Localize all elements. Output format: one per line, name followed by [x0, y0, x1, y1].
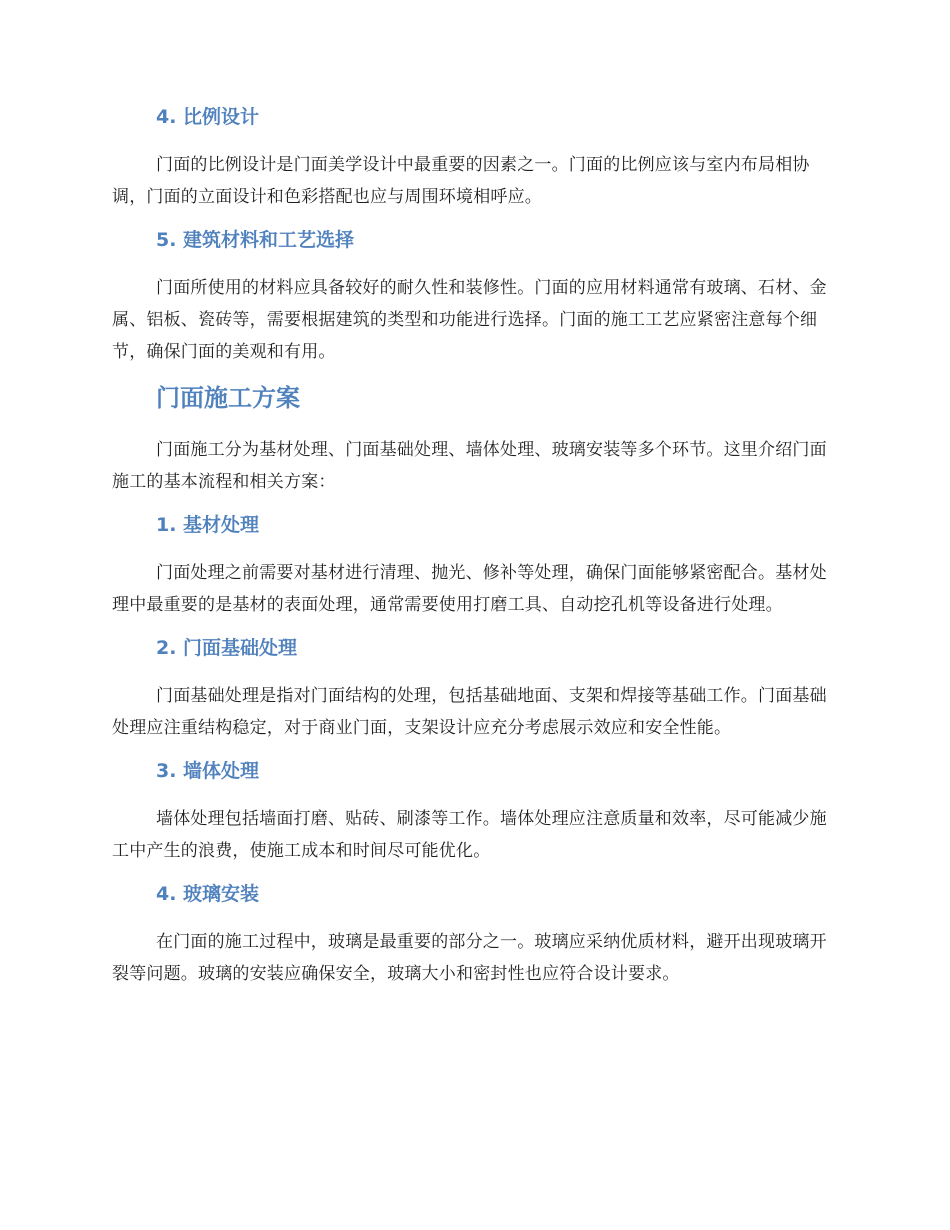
subsection-body-substrate: 门面处理之前需要对基材进行清理、抛光、修补等处理，确保门面能够紧密配合。基材处理中最重要的是基材的表面处理，通常需要使用打磨工具、自动挖孔机等设备进行处理。	[112, 563, 827, 615]
subsection-heading-wall: 3. 墙体处理	[156, 760, 260, 782]
section-body-proportion-design: 门面的比例设计是门面美学设计中最重要的因素之一。门面的比例应该与室内布局相协调，门面的立面设计和色彩搭配也应与周围环境相呼应。	[112, 155, 810, 207]
subsection-heading-glass: 4. 玻璃安装	[156, 883, 260, 905]
chapter-intro: 门面施工分为基材处理、门面基础处理、墙体处理、玻璃安装等多个环节。这里介绍门面施工的基本流程和相关方案：	[112, 440, 827, 492]
subsection-body-glass: 在门面的施工过程中，玻璃是最重要的部分之一。玻璃应采纳优质材料，避开出现玻璃开裂等问题。玻璃的安装应确保安全，玻璃大小和密封性也应符合设计要求。	[112, 932, 827, 984]
section-heading-proportion-design: 4. 比例设计	[156, 106, 260, 128]
document-page	[112, 104, 838, 990]
subsection-body-foundation: 门面基础处理是指对门面结构的处理，包括基础地面、支架和焊接等基础工作。门面基础处理应注重结构稳定，对于商业门面，支架设计应充分考虑展示效应和安全性能。	[112, 686, 827, 738]
section-heading-materials-and-craft: 5. 建筑材料和工艺选择	[156, 229, 355, 251]
chapter-title: 门面施工方案	[156, 384, 300, 412]
subsection-body-wall: 墙体处理包括墙面打磨、贴砖、刷漆等工作。墙体处理应注意质量和效率，尽可能减少施工中产生的浪费，使施工成本和时间尽可能优化。	[112, 809, 827, 861]
subsection-heading-foundation: 2. 门面基础处理	[156, 637, 298, 659]
section-body-materials-and-craft: 门面所使用的材料应具备较好的耐久性和装修性。门面的应用材料通常有玻璃、石材、金属、铝板、瓷砖等，需要根据建筑的类型和功能进行选择。门面的施工工艺应紧密注意每个细节，确保门面的美观和有用。	[112, 278, 827, 362]
subsection-heading-substrate: 1. 基材处理	[156, 514, 260, 536]
